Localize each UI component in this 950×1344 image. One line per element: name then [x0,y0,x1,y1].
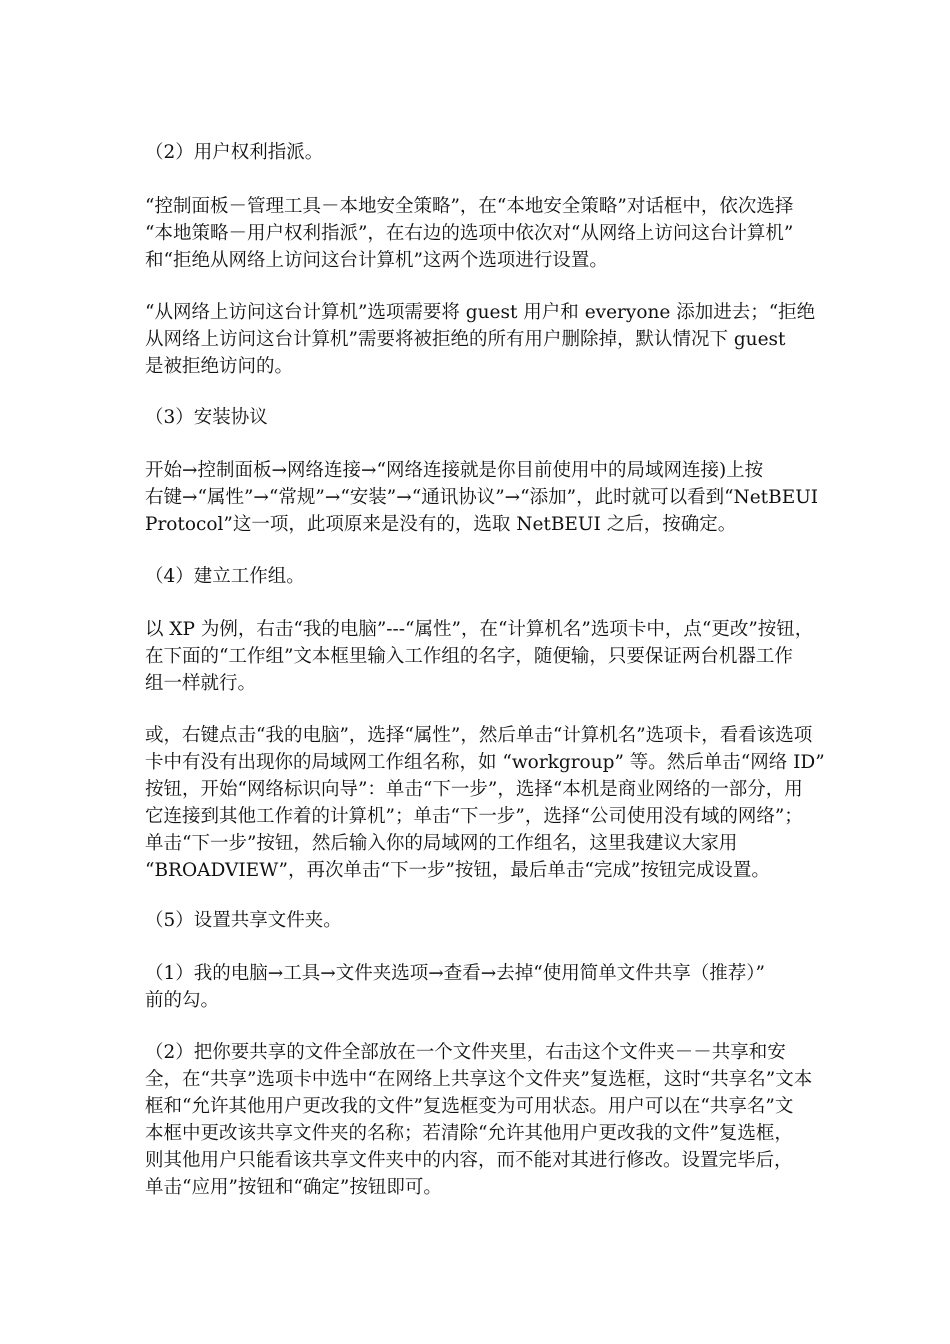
text-line: 全，在“共享”选项卡中选中“在网络上共享这个文件夹”复选框，这时“共享名”文本 [145,1069,813,1090]
text-line: 卡中有没有出现你的局域网工作组名称，如 “workgroup” 等。然后单击“网络 ID” [145,752,825,773]
text-line: 或，右键点击“我的电脑”，选择“属性”，然后单击“计算机名”选项卡，看看该选项 [145,725,813,746]
paragraph-shared-folder-heading [145,907,817,934]
text-line: 单击“应用”按钮和“确定”按钮即可。 [145,1177,442,1198]
text-line: Protocol”这一项，此项原来是没有的，选取 NetBEUI 之后，按确定。 [145,514,737,535]
text-line: 本框中更改该共享文件夹的名称；若清除“允许其他用户更改我的文件”复选框， [145,1123,793,1144]
text-line: 则其他用户只能看该共享文件夹中的内容，而不能对其进行修改。设置完毕后， [145,1150,793,1171]
text-line: “本地策略－用户权利指派”，在右边的选项中依次对“从网络上访问这台计算机” [145,223,794,244]
text-line: “从网络上访问这台计算机”选项需要将 guest 用户和 everyone 添加进去；“拒绝 [145,302,816,323]
paragraph-user-rights-heading [145,139,817,166]
text-line: 右键→“属性”→“常规”→“安装”→“通讯协议”→“添加”，此时就可以看到“NetBEUI [145,487,819,508]
text-line: 和“拒绝从网络上访问这台计算机”这两个选项进行设置。 [145,250,608,271]
text-line: （2）把你要共享的文件全部放在一个文件夹里，右击这个文件夹－－共享和安 [145,1042,786,1063]
paragraph-network-id-wizard [145,722,825,884]
text-line: 框和“允许其他用户更改我的文件”复选框变为可用状态。用户可以在“共享名”文 [145,1096,794,1117]
paragraph-local-security-policy [145,193,817,274]
text-line: 是被拒绝访问的。 [145,356,294,377]
paragraph-simple-file-sharing [145,960,817,1014]
text-line: 前的勾。 [145,990,220,1011]
paragraph-workgroup-heading [145,563,817,590]
text-line: 单击“下一步”按钮，然后输入你的局域网的工作组名，这里我建议大家用 [145,833,738,854]
text-line: （4）建立工作组。 [145,566,305,587]
paragraph-workgroup-xp [145,616,817,697]
paragraph-install-protocol-heading [145,404,817,431]
text-line: （5）设置共享文件夹。 [145,910,342,931]
text-line: 在下面的“工作组”文本框里输入工作组的名字，随便输，只要保证两台机器工作 [145,646,793,667]
text-line: 组一样就行。 [145,673,257,694]
paragraph-network-access [145,299,817,380]
text-line: 开始→控制面板→网络连接→“网络连接就是你目前使用中的局域网连接)上按 [145,460,764,481]
paragraph-share-folder-steps [145,1039,817,1201]
text-line: 它连接到其他工作着的计算机”；单击“下一步”，选择“公司使用没有域的网络”； [145,806,803,827]
text-line: （3）安装协议 [145,407,268,428]
text-line: 以 XP 为例，右击“我的电脑”---“属性”，在“计算机名”选项卡中，点“更改”按钮， [145,619,814,640]
text-line: 按钮，开始“网络标识向导”：单击“下一步”，选择“本机是商业网络的一部分，用 [145,779,803,800]
text-line: “控制面板－管理工具－本地安全策略”，在“本地安全策略”对话框中，依次选择 [145,196,794,217]
text-line: 从网络上访问这台计算机”需要将被拒绝的所有用户删除掉，默认情况下 guest [145,329,786,350]
paragraph-install-protocol-steps [145,457,817,538]
text-line: （2）用户权利指派。 [145,142,324,163]
text-line: （1）我的电脑→工具→文件夹选项→查看→去掉“使用简单文件共享（推荐）” [145,963,765,984]
text-line: “BROADVIEW”，再次单击“下一步”按钮，最后单击“完成”按钮完成设置。 [145,860,770,881]
